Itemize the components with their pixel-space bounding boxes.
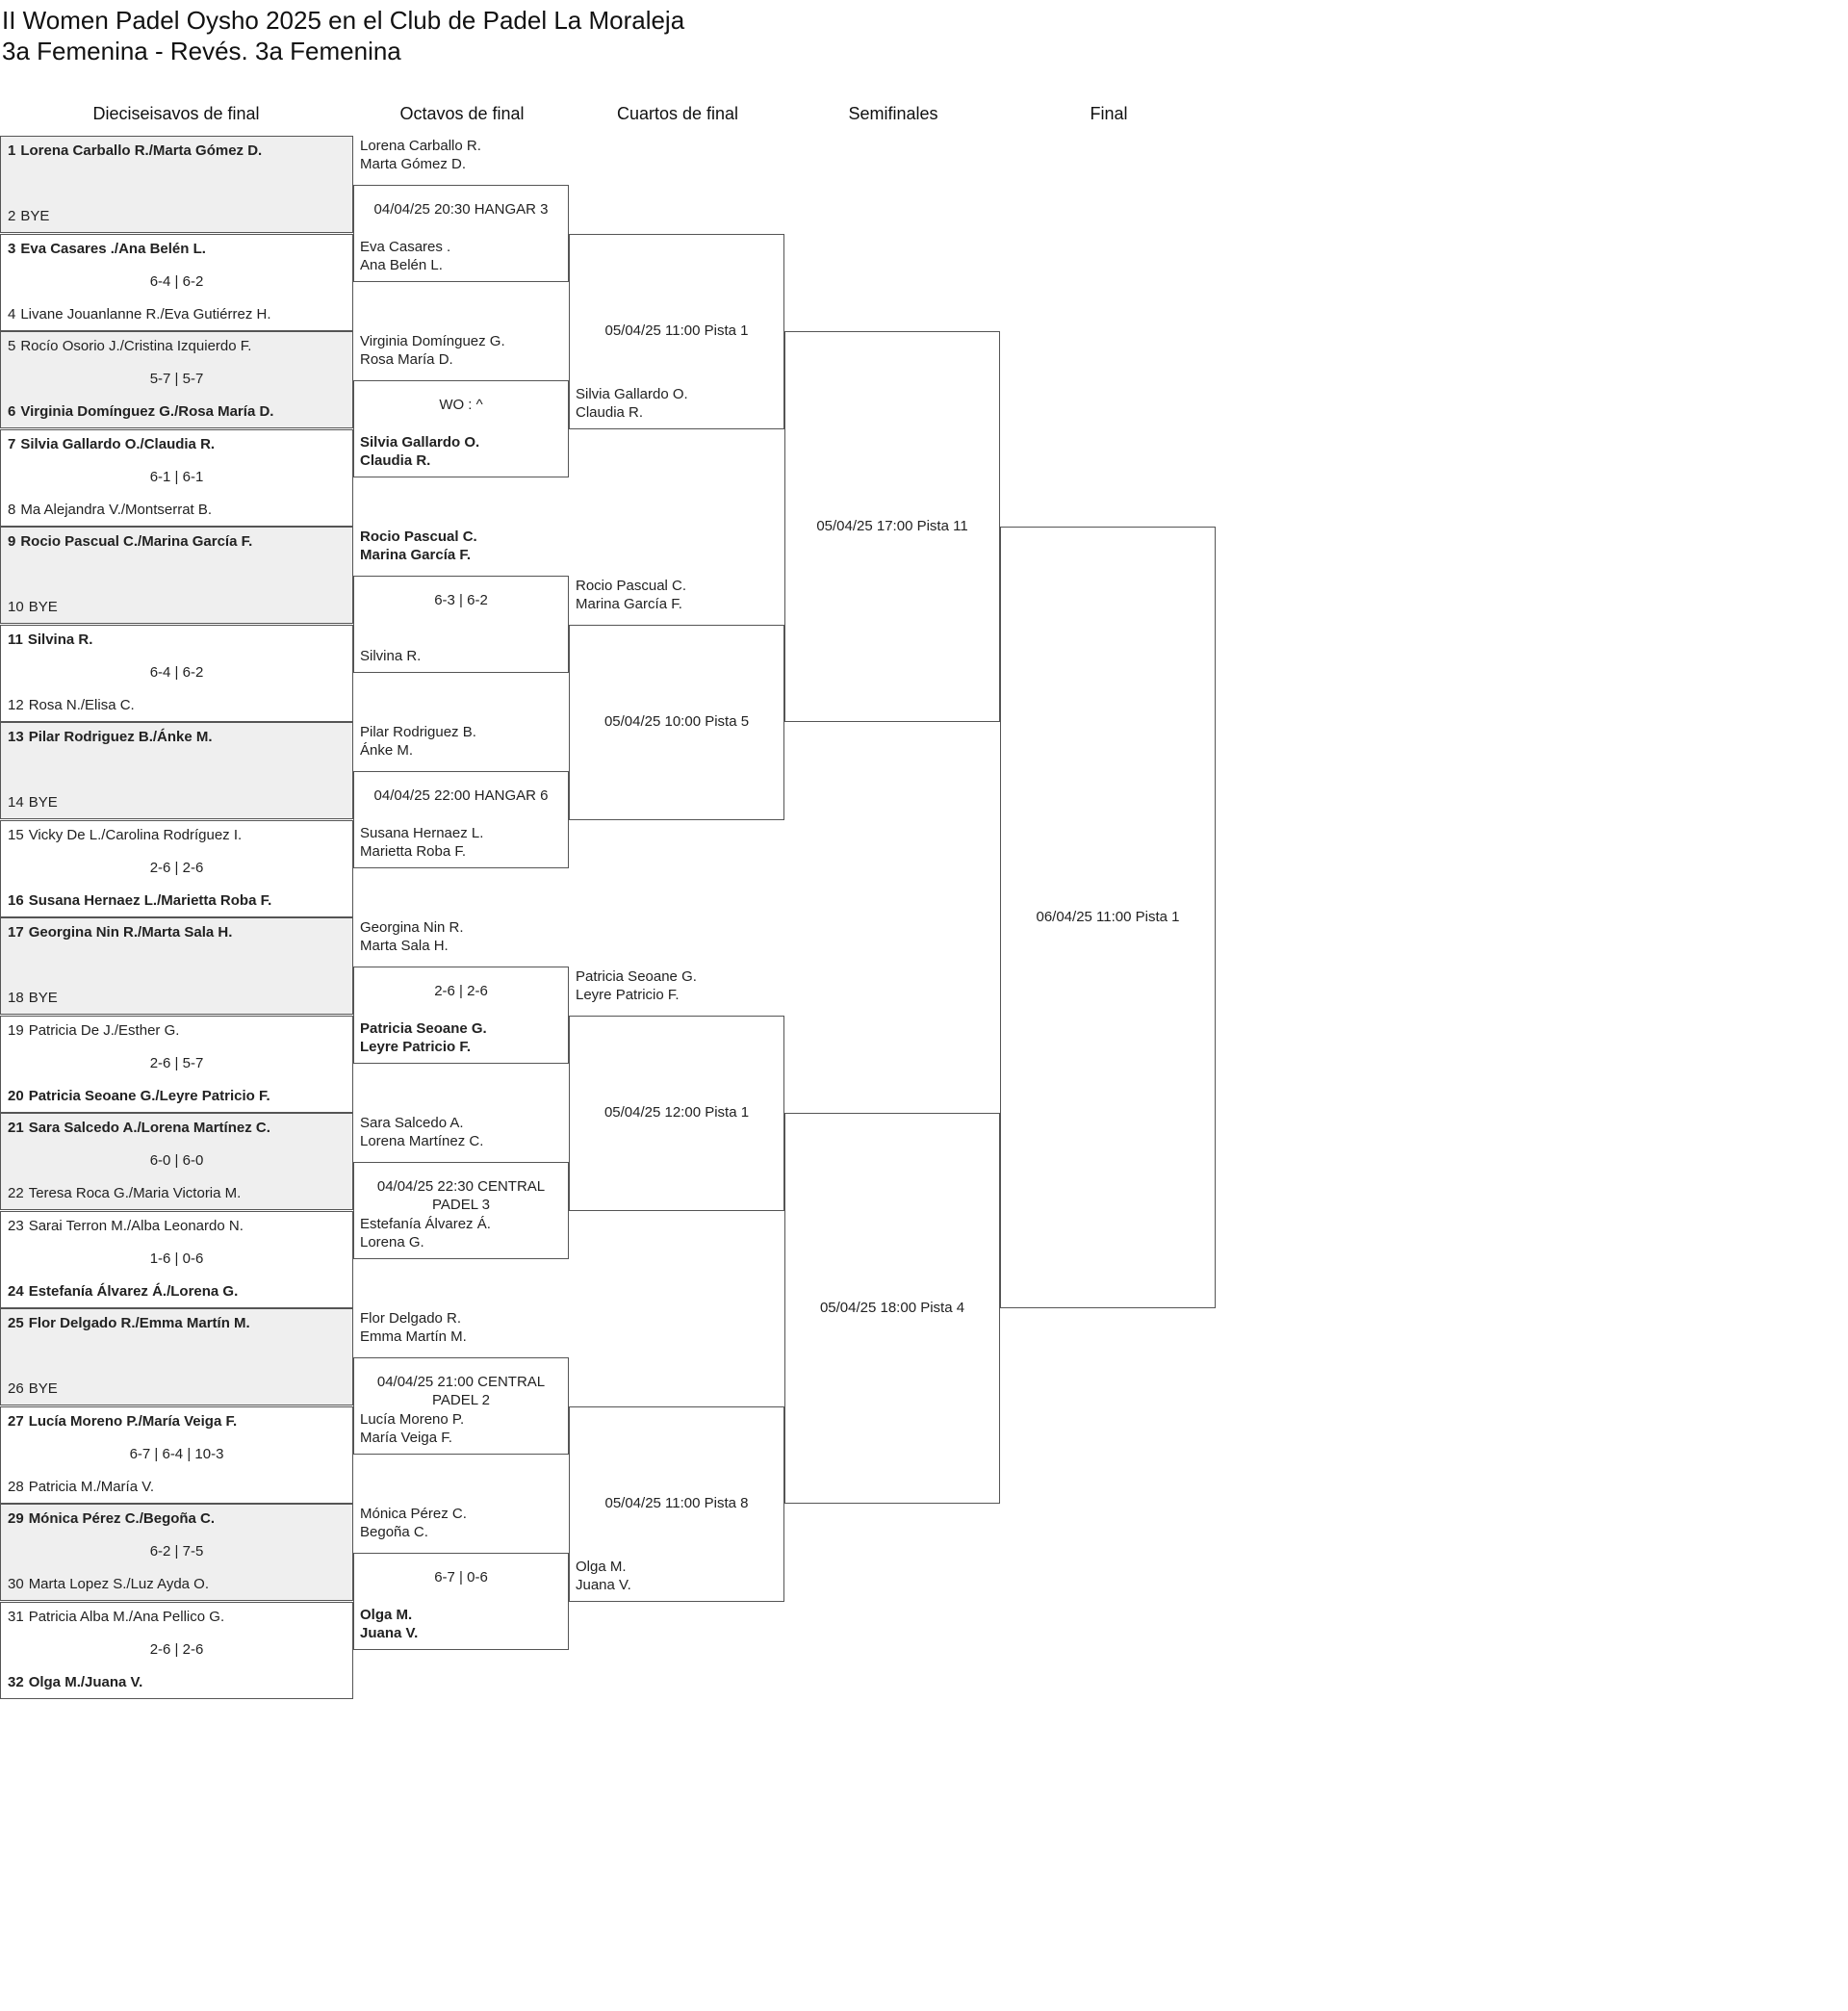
seed-number: 12 <box>8 696 24 713</box>
round-header-qf: Cuartos de final <box>616 104 739 123</box>
team-entry[interactable] <box>8 1185 241 1201</box>
team-name: Pilar Rodriguez B./Ánke M. <box>28 729 213 745</box>
team-entry[interactable] <box>8 403 273 420</box>
player-name: Patricia Seoane G. <box>360 1020 487 1038</box>
seed-number: 28 <box>8 1478 24 1495</box>
player-name: Eva Casares . <box>360 239 451 256</box>
team-entry[interactable] <box>8 1576 209 1592</box>
seed-number: 11 <box>8 631 23 648</box>
seed-number: 9 <box>8 533 16 550</box>
match-result: 2-6 | 5-7 <box>149 1054 204 1071</box>
team-entry[interactable] <box>8 1510 215 1527</box>
team-name: Marta Lopez S./Luz Ayda O. <box>28 1576 210 1592</box>
team-entry[interactable] <box>8 599 58 615</box>
team-entry[interactable] <box>8 697 135 713</box>
r16-match <box>0 917 353 1015</box>
player-name: Virginia Domínguez G. <box>360 332 505 349</box>
player-name: Juana V. <box>576 1576 631 1593</box>
r8-team[interactable] <box>360 1606 418 1642</box>
player-name: Leyre Patricio F. <box>576 986 680 1003</box>
player-name: Estefanía Álvarez Á. <box>360 1216 491 1233</box>
player-name: Patricia Seoane G. <box>576 967 697 985</box>
team-entry[interactable] <box>8 827 242 843</box>
team-name: Patricia De J./Esther G. <box>28 1021 180 1039</box>
seed-number: 24 <box>8 1282 24 1300</box>
player-name: Ana Belén L. <box>360 257 443 274</box>
r8-match-info: 2-6 | 2-6 <box>434 982 488 999</box>
match-result: 5-7 | 5-7 <box>149 371 204 387</box>
page-title-line1: II Women Padel Oysho 2025 en el Club de Padel La Moraleja <box>2 6 685 35</box>
player-name: Olga M. <box>360 1607 413 1624</box>
r16-match <box>0 527 353 624</box>
seed-number: 8 <box>8 501 16 518</box>
team-entry[interactable] <box>8 1088 270 1104</box>
round-header-r8: Octavos de final <box>399 104 525 123</box>
seed-number: 4 <box>8 305 16 322</box>
team-entry[interactable] <box>8 142 262 159</box>
r16-match <box>0 429 353 527</box>
r8-team[interactable] <box>360 1505 467 1541</box>
team-entry[interactable] <box>8 241 206 257</box>
r16-match <box>0 820 353 917</box>
r8-match-info: 04/04/25 22:00 HANGAR 6 <box>373 786 549 804</box>
team-entry[interactable] <box>8 338 251 354</box>
player-name: Marta Gómez D. <box>360 155 467 172</box>
r8-team[interactable] <box>360 528 477 564</box>
player-name: Silvina R. <box>360 648 422 665</box>
r16-match <box>0 331 353 428</box>
r16-match <box>0 234 353 331</box>
seed-number: 27 <box>8 1412 24 1430</box>
player-name: María Veiga F. <box>360 1430 452 1447</box>
match-result: 6-0 | 6-0 <box>149 1152 204 1169</box>
team-entry[interactable] <box>8 1609 224 1625</box>
team-name: Silvia Gallardo O./Claudia R. <box>20 435 216 452</box>
match-result: 6-1 | 6-1 <box>149 468 204 485</box>
qf-team[interactable] <box>576 1558 631 1594</box>
seed-number: 16 <box>8 891 24 909</box>
r16-match <box>0 1113 353 1210</box>
player-name: Silvia Gallardo O. <box>360 434 480 451</box>
player-name: Lorena G. <box>360 1234 424 1251</box>
player-name: Marina García F. <box>576 595 682 612</box>
seed-number: 13 <box>8 729 24 745</box>
r8-team[interactable] <box>360 918 464 955</box>
seed-number: 32 <box>8 1673 24 1690</box>
team-entry[interactable] <box>8 1283 238 1300</box>
team-entry[interactable] <box>8 436 215 452</box>
seed-number: 25 <box>8 1315 24 1331</box>
player-name: Leyre Patricio F. <box>360 1039 472 1056</box>
r8-team[interactable] <box>360 137 481 173</box>
r16-match <box>0 1308 353 1405</box>
team-name: Silvina R. <box>27 631 93 648</box>
team-entry[interactable] <box>8 1413 237 1430</box>
team-name: Ma Alejandra V./Montserrat B. <box>20 501 213 518</box>
team-name: Georgina Nin R./Marta Sala H. <box>28 924 233 941</box>
team-entry[interactable] <box>8 729 213 745</box>
team-name: Rocío Osorio J./Cristina Izquierdo F. <box>20 338 252 354</box>
player-name: Lucía Moreno P. <box>360 1411 465 1429</box>
player-name: Rosa María D. <box>360 350 453 368</box>
team-entry[interactable] <box>8 1022 179 1039</box>
player-name: Silvia Gallardo O. <box>576 385 688 402</box>
seed-number: 14 <box>8 794 24 811</box>
team-entry[interactable] <box>8 892 271 909</box>
round-header-final: Final <box>1090 104 1128 123</box>
player-name: Ánke M. <box>360 741 414 759</box>
r8-match-info: WO : ^ <box>439 396 483 413</box>
seed-number: 10 <box>8 599 24 615</box>
qf-team[interactable] <box>576 385 688 422</box>
qf-match-info: 05/04/25 11:00 Pista 8 <box>604 1495 749 1511</box>
seed-number: 18 <box>8 990 24 1006</box>
r8-match-info: 6-3 | 6-2 <box>434 591 488 608</box>
player-name: Begoña C. <box>360 1523 428 1540</box>
r8-team[interactable] <box>360 433 479 470</box>
team-name: Livane Jouanlanne R./Eva Gutiérrez H. <box>20 305 271 322</box>
team-name: Rocio Pascual C./Marina García F. <box>20 533 253 550</box>
team-entry[interactable] <box>8 794 58 811</box>
r16-match <box>0 1211 353 1308</box>
r8-match-info: 04/04/25 20:30 HANGAR 3 <box>373 200 549 218</box>
team-entry[interactable] <box>8 990 58 1006</box>
player-name: Marina García F. <box>360 546 472 563</box>
seed-number: 29 <box>8 1510 24 1527</box>
player-name: Georgina Nin R. <box>360 918 464 936</box>
r8-match-info: 6-7 | 0-6 <box>434 1568 488 1586</box>
team-name: Lucía Moreno P./María Veiga F. <box>28 1412 238 1430</box>
team-entry[interactable] <box>8 208 49 224</box>
team-entry[interactable] <box>8 632 92 648</box>
r16-match <box>0 136 353 233</box>
seed-number: 2 <box>8 208 16 224</box>
round-header-sf: Semifinales <box>848 104 938 123</box>
seed-number: 31 <box>8 1608 24 1625</box>
team-name: Susana Hernaez L./Marietta Roba F. <box>28 891 272 909</box>
seed-number: 26 <box>8 1380 24 1397</box>
seed-number: 17 <box>8 924 24 941</box>
round-header-r16: Dieciseisavos de final <box>92 104 260 123</box>
team-entry[interactable] <box>8 1315 250 1331</box>
team-entry[interactable] <box>8 1380 58 1397</box>
r8-team[interactable] <box>360 1019 487 1056</box>
r8-team[interactable] <box>360 1114 483 1150</box>
team-entry[interactable] <box>8 306 271 322</box>
team-name: BYE <box>28 1380 58 1397</box>
team-name: BYE <box>28 599 58 615</box>
r8-team[interactable] <box>360 647 421 665</box>
page-title-line2: 3a Femenina - Revés. 3a Femenina <box>2 37 401 65</box>
team-name: Vicky De L./Carolina Rodríguez I. <box>28 826 243 843</box>
qf-team[interactable] <box>576 967 697 1004</box>
team-name: BYE <box>28 990 58 1006</box>
match-result: 6-4 | 6-2 <box>149 663 204 681</box>
team-name: BYE <box>20 208 50 224</box>
r16-match <box>0 625 353 722</box>
player-name: Olga M. <box>576 1558 627 1575</box>
seed-number: 3 <box>8 240 16 257</box>
team-name: Olga M./Juana V. <box>28 1673 143 1690</box>
player-name: Emma Martín M. <box>360 1328 467 1345</box>
team-name: Estefanía Álvarez Á./Lorena G. <box>28 1282 239 1300</box>
team-name: Mónica Pérez C./Begoña C. <box>28 1510 216 1527</box>
player-name: Rocio Pascual C. <box>576 577 687 594</box>
player-name: Juana V. <box>360 1625 419 1642</box>
match-result: 6-4 | 6-2 <box>149 272 204 290</box>
match-result: 6-2 | 7-5 <box>149 1543 204 1560</box>
r16-match <box>0 1406 353 1504</box>
team-name: Eva Casares ./Ana Belén L. <box>20 240 206 257</box>
player-name: Mónica Pérez C. <box>360 1505 467 1522</box>
r8-team[interactable] <box>360 238 450 274</box>
team-name: Sarai Terron M./Alba Leonardo N. <box>28 1217 244 1234</box>
team-name: Patricia Seoane G./Leyre Patricio F. <box>28 1087 270 1104</box>
seed-number: 6 <box>8 403 16 420</box>
player-name: Flor Delgado R. <box>360 1309 462 1327</box>
qf-match-info: 05/04/25 11:00 Pista 1 <box>604 322 749 339</box>
match-result: 6-7 | 6-4 | 10-3 <box>129 1445 224 1462</box>
team-entry[interactable] <box>8 924 232 941</box>
r8-team[interactable] <box>360 1215 491 1251</box>
seed-number: 23 <box>8 1217 24 1234</box>
r8-team[interactable] <box>360 332 505 369</box>
r8-team[interactable] <box>360 723 476 760</box>
player-name: Marietta Roba F. <box>360 843 467 861</box>
team-entry[interactable] <box>8 1120 270 1136</box>
player-name: Susana Hernaez L. <box>360 825 484 842</box>
team-entry[interactable] <box>8 1674 142 1690</box>
seed-number: 20 <box>8 1087 24 1104</box>
team-name: Rosa N./Elisa C. <box>28 696 135 713</box>
seed-number: 19 <box>8 1021 24 1039</box>
qf-team[interactable] <box>576 577 686 613</box>
qf-match-info: 05/04/25 10:00 Pista 5 <box>603 713 750 730</box>
team-name: Patricia M./María V. <box>28 1478 155 1495</box>
player-name: Rocio Pascual C. <box>360 528 477 545</box>
team-name: BYE <box>28 794 58 811</box>
r16-match <box>0 1504 353 1601</box>
r8-match-info: 04/04/25 21:00 CENTRAL PADEL 2 <box>376 1373 546 1408</box>
team-entry[interactable] <box>8 1479 154 1495</box>
final-match-info: 06/04/25 11:00 Pista 1 <box>1036 909 1180 925</box>
sf-match-info: 05/04/25 18:00 Pista 4 <box>819 1300 965 1316</box>
match-result: 2-6 | 2-6 <box>149 1640 204 1658</box>
r8-team[interactable] <box>360 1410 464 1447</box>
match-result: 1-6 | 0-6 <box>149 1250 204 1267</box>
team-entry[interactable] <box>8 1218 244 1234</box>
team-name: Patricia Alba M./Ana Pellico G. <box>28 1608 225 1625</box>
qf-match-info: 05/04/25 12:00 Pista 1 <box>603 1104 750 1121</box>
player-name: Claudia R. <box>576 403 644 421</box>
r16-match <box>0 722 353 819</box>
seed-number: 1 <box>8 142 16 159</box>
player-name: Sara Salcedo A. <box>360 1114 464 1131</box>
seed-number: 21 <box>8 1120 24 1136</box>
seed-number: 15 <box>8 826 24 843</box>
team-entry[interactable] <box>8 502 212 518</box>
player-name: Claudia R. <box>360 452 431 470</box>
team-name: Virginia Domínguez G./Rosa María D. <box>20 403 274 420</box>
r16-match <box>0 1016 353 1113</box>
sf-match-info: 05/04/25 17:00 Pista 11 <box>816 518 968 534</box>
seed-number: 30 <box>8 1576 24 1592</box>
seed-number: 7 <box>8 435 16 452</box>
team-name: Teresa Roca G./Maria Victoria M. <box>28 1185 242 1201</box>
team-entry[interactable] <box>8 533 252 550</box>
r8-team[interactable] <box>360 1309 467 1346</box>
team-name: Sara Salcedo A./Lorena Martínez C. <box>28 1120 270 1136</box>
seed-number: 5 <box>8 338 16 354</box>
player-name: Marta Sala H. <box>360 937 449 954</box>
team-name: Flor Delgado R./Emma Martín M. <box>28 1315 250 1331</box>
r8-team[interactable] <box>360 824 483 861</box>
player-name: Lorena Carballo R. <box>360 137 481 154</box>
player-name: Pilar Rodriguez B. <box>360 723 476 740</box>
match-result: 2-6 | 2-6 <box>149 859 204 876</box>
seed-number: 22 <box>8 1185 24 1201</box>
player-name: Lorena Martínez C. <box>360 1132 484 1149</box>
team-name: Lorena Carballo R./Marta Gómez D. <box>20 142 263 159</box>
r16-match <box>0 1602 353 1699</box>
r8-match-info: 04/04/25 22:30 CENTRAL PADEL 3 <box>376 1177 546 1213</box>
